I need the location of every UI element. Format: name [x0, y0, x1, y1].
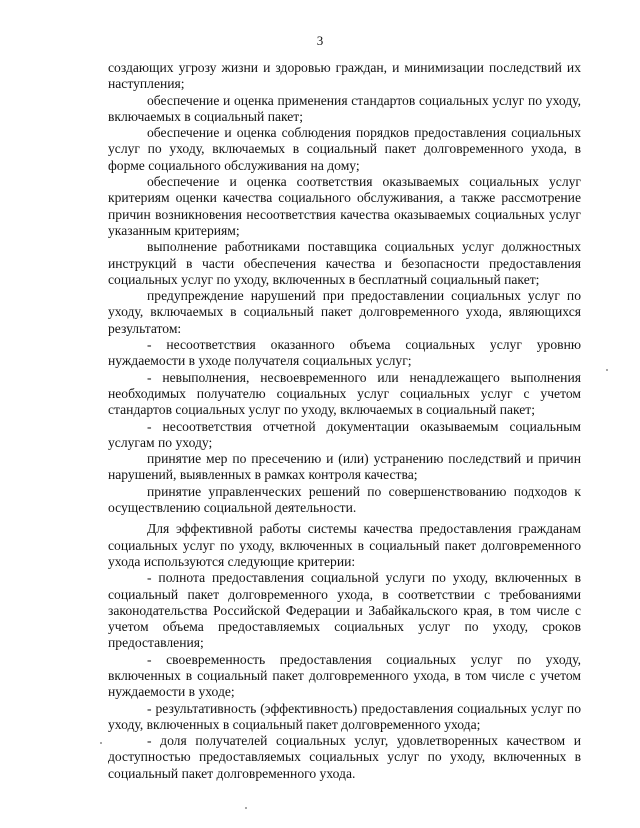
paragraph: обеспечение и оценка применения стандартов социальных услуг по уходу, включаемых в социальный пакет;: [108, 92, 581, 124]
list-item: - полнота предоставления социальной услуги по уходу, включенных в социальный пакет долговременного ухода, в соответствии с требованиями законодательства Российской Федерации и Забайкальского края, в том числе с учетом объема предоставляемых социальных услуг по уходу, сроков предоставления;: [108, 570, 581, 651]
paragraph: принятие управленческих решений по совершенствованию подходов к осуществлению социальной деятельности.: [108, 483, 581, 516]
paragraph-continuation: создающих угрозу жизни и здоровью граждан, и минимизации последствий их наступления;: [108, 60, 581, 92]
paragraph: выполнение работниками поставщика социальных услуг должностных инструкций в части обеспечения качества и безопасности предоставления социальных услуг по уходу, включенных в бесплатный социальный пакет;: [108, 239, 581, 287]
paragraph: предупреждение нарушений при предоставлении социальных услуг по уходу, включаемых в социальный пакет долговременного ухода, являющихся результатом:: [108, 288, 581, 336]
list-item: - результативность (эффективность) предоставления социальных услуг по уходу, включенных в социальный пакет долговременного ухода;: [108, 700, 581, 732]
list-item: - доля получателей социальных услуг, удовлетворенных качеством и доступностью предоставляемых социальных услуг по уходу, включенных в социальный пакет долговременного ухода.: [108, 733, 581, 781]
document-body: [108, 60, 581, 782]
list-item: - несоответствия оказанного объема социальных услуг уровню нуждаемости в уходе получателя социальных услуг;: [108, 337, 581, 369]
paragraph: принятие мер по пресечению и (или) устранению последствий и причин нарушений, выявленных в рамках контроля качества;: [108, 451, 581, 483]
paragraph: Для эффективной работы системы качества предоставления гражданам социальных услуг по уходу, включенных в социальный пакет долговременного ухода используются следующие критерии:: [108, 521, 581, 569]
scan-speck: [245, 807, 247, 809]
list-item: - своевременность предоставления социальных услуг по уходу, включенных в социальный пакет долговременного ухода, в том числе с учетом нуждаемости в уходе;: [108, 651, 581, 700]
page-number: 3: [316, 33, 324, 48]
list-item: - несоответствия отчетной документации оказываемым социальным услугам по уходу;: [108, 418, 581, 450]
scan-speck: [606, 369, 608, 371]
scan-speck: [100, 742, 102, 744]
list-item: - невыполнения, несвоевременного или ненадлежащего выполнения необходимых получателю социальных услуг социальных услуг с учетом стандартов социальных услуг по уходу, включаемых в социальный пакет;: [108, 369, 581, 418]
paragraph: обеспечение и оценка соблюдения порядков предоставления социальных услуг по уходу, включаемых в социальный пакет долговременного ухода, в форме социального обслуживания на дому;: [108, 125, 581, 173]
paragraph: обеспечение и оценка соответствия оказываемых социальных услуг критериям оценки качества социального обслуживания, а также рассмотрение причин возникновения несоответствия качества оказываемых социальных услуг указанным критериям;: [108, 174, 581, 238]
